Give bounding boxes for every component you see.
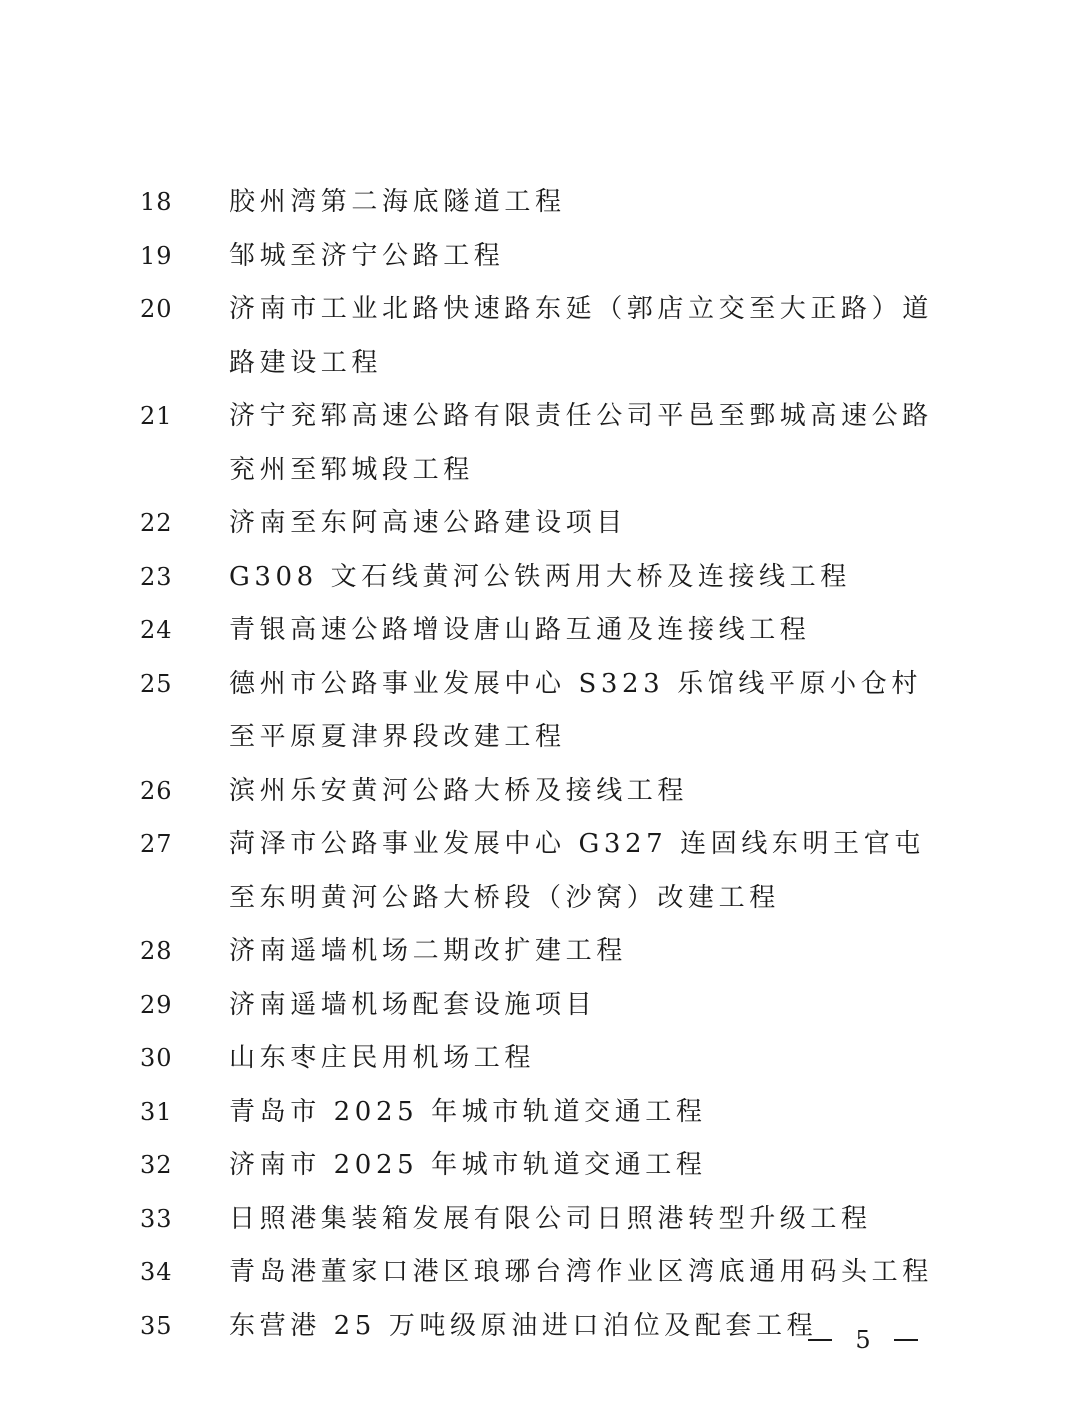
item-number: 18 bbox=[140, 188, 173, 216]
item-number: 26 bbox=[140, 776, 173, 805]
item-number: 33 bbox=[140, 1204, 173, 1233]
item-number: 24 bbox=[140, 616, 173, 644]
item-number: 25 bbox=[140, 669, 173, 698]
item-text: 日照港集装箱发展有限公司日照港转型升级工程 bbox=[229, 1203, 872, 1234]
item-number: 22 bbox=[140, 509, 173, 537]
list-item bbox=[0, 818, 1080, 925]
list-item bbox=[0, 1086, 1080, 1140]
list-item bbox=[0, 390, 1080, 497]
list-item bbox=[0, 1246, 1080, 1300]
list-item bbox=[0, 925, 1080, 979]
item-text: 济南市工业北路快速路东延（郭店立交至大正路）道路建设工程 bbox=[229, 294, 933, 378]
item-number: 30 bbox=[140, 1044, 173, 1072]
item-number: 20 bbox=[140, 295, 173, 323]
item-text: G308 文石线黄河公铁两用大桥及连接线工程 bbox=[229, 561, 851, 592]
list-item bbox=[0, 765, 1080, 819]
item-number: 35 bbox=[140, 1311, 173, 1340]
item-text: 济南至东阿高速公路建设项目 bbox=[229, 508, 627, 538]
list-item bbox=[0, 283, 1080, 390]
item-text: 山东枣庄民用机场工程 bbox=[229, 1043, 536, 1073]
item-text: 菏泽市公路事业发展中心 G327 连固线东明王官屯至东明黄河公路大桥段（沙窝）改建工程 bbox=[229, 829, 925, 913]
item-number: 29 bbox=[140, 990, 173, 1019]
item-text: 青银高速公路增设唐山路互通及连接线工程 bbox=[229, 615, 811, 645]
item-text: 胶州湾第二海底隧道工程 bbox=[229, 187, 566, 217]
footer-dash-right bbox=[894, 1339, 918, 1341]
item-text: 济南市 2025 年城市轨道交通工程 bbox=[229, 1150, 707, 1180]
list-item bbox=[0, 230, 1080, 284]
item-number: 21 bbox=[140, 402, 173, 430]
footer-dash-left bbox=[808, 1339, 832, 1341]
item-text: 青岛港董家口港区琅琊台湾作业区湾底通用码头工程 bbox=[229, 1257, 933, 1287]
list-item bbox=[0, 1032, 1080, 1086]
page-number: 5 bbox=[855, 1326, 871, 1354]
item-text: 德州市公路事业发展中心 S323 乐馆线平原小仓村至平原夏津界段改建工程 bbox=[229, 668, 922, 752]
item-text: 济南遥墙机场二期改扩建工程 bbox=[229, 936, 627, 966]
item-number: 34 bbox=[140, 1258, 173, 1286]
item-number: 28 bbox=[140, 937, 173, 965]
list-item bbox=[0, 551, 1080, 605]
item-number: 32 bbox=[140, 1151, 173, 1179]
list-item bbox=[0, 979, 1080, 1033]
list-item bbox=[0, 604, 1080, 658]
item-number: 23 bbox=[140, 562, 173, 591]
project-list bbox=[0, 176, 1080, 1353]
item-text: 邹城至济宁公路工程 bbox=[229, 240, 505, 271]
item-number: 27 bbox=[140, 830, 173, 858]
list-item bbox=[0, 176, 1080, 230]
list-item bbox=[0, 1300, 1080, 1354]
item-text: 滨州乐安黄河公路大桥及接线工程 bbox=[229, 775, 689, 806]
item-text: 济宁兖郓高速公路有限责任公司平邑至鄄城高速公路兖州至郓城段工程 bbox=[229, 401, 933, 485]
item-number: 31 bbox=[140, 1097, 173, 1126]
item-number: 19 bbox=[140, 241, 173, 270]
item-text: 青岛市 2025 年城市轨道交通工程 bbox=[229, 1096, 707, 1127]
page-footer bbox=[808, 1322, 918, 1358]
list-item bbox=[0, 497, 1080, 551]
list-item bbox=[0, 1193, 1080, 1247]
list-item bbox=[0, 658, 1080, 765]
item-text: 东营港 25 万吨级原油进口泊位及配套工程 bbox=[229, 1310, 818, 1341]
list-item bbox=[0, 1139, 1080, 1193]
item-text: 济南遥墙机场配套设施项目 bbox=[229, 989, 597, 1020]
